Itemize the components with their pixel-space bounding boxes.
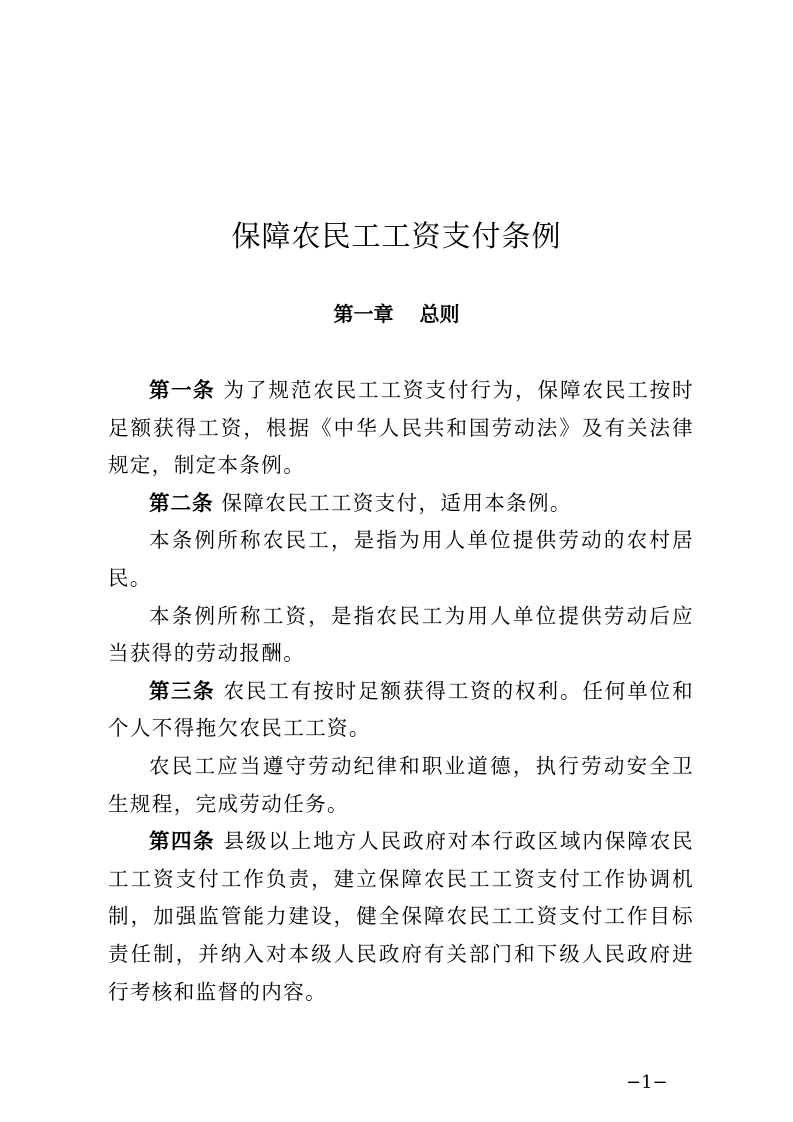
chapter-heading (0, 298, 793, 327)
paragraph-text: 为了规范农民工工资支付行为，保障农民工按时足额获得工资，根据《中华人民共和国劳动法》及有关法律规定，制定本条例。 (108, 378, 695, 478)
paragraph-text: 本条例所称农民工，是指为用人单位提供劳动的农村居民。 (108, 528, 694, 590)
page-number: −1− (626, 1072, 668, 1093)
article-label: 第二条 (149, 490, 214, 515)
paragraph-article-3 (108, 673, 694, 748)
chapter-name: 总则 (419, 302, 460, 326)
paragraph-article-2 (108, 485, 694, 523)
paragraph-text: 县级以上地方人民政府对本行政区域内保障农民工工资支付工作负责，建立保障农民工工资支付工作协调机制，加强监管能力建设，健全保障农民工工资支付工作目标责任制，并纳入对本级人民政府有关部门和下级人民政府进行考核和监督的内容。 (108, 829, 695, 1004)
article-label: 第一条 (149, 378, 216, 402)
paragraph-text: 农民工应当遵守劳动纪律和职业道德，执行劳动安全卫生规程，完成劳动任务。 (108, 753, 694, 816)
chapter-number: 第一章 (333, 302, 394, 326)
paragraph-article-2-clause-3 (108, 598, 694, 673)
article-label: 第四条 (149, 829, 216, 854)
paragraph-article-2-clause-2 (108, 522, 694, 597)
document-body (108, 372, 694, 1011)
paragraph-text: 保障农民工工资支付，适用本条例。 (221, 490, 572, 515)
paragraph-article-1 (108, 372, 694, 485)
document-title: 保障农民工工资支付条例 (231, 219, 562, 253)
paragraph-article-4 (108, 823, 694, 1011)
paragraph-text: 农民工有按时足额获得工资的权利。任何单位和个人不得拖欠农民工工资。 (108, 678, 695, 741)
paragraph-article-3-clause-2 (108, 748, 694, 823)
paragraph-text: 本条例所称工资，是指农民工为用人单位提供劳动后应当获得的劳动报酬。 (108, 603, 694, 666)
article-label: 第三条 (149, 678, 216, 703)
